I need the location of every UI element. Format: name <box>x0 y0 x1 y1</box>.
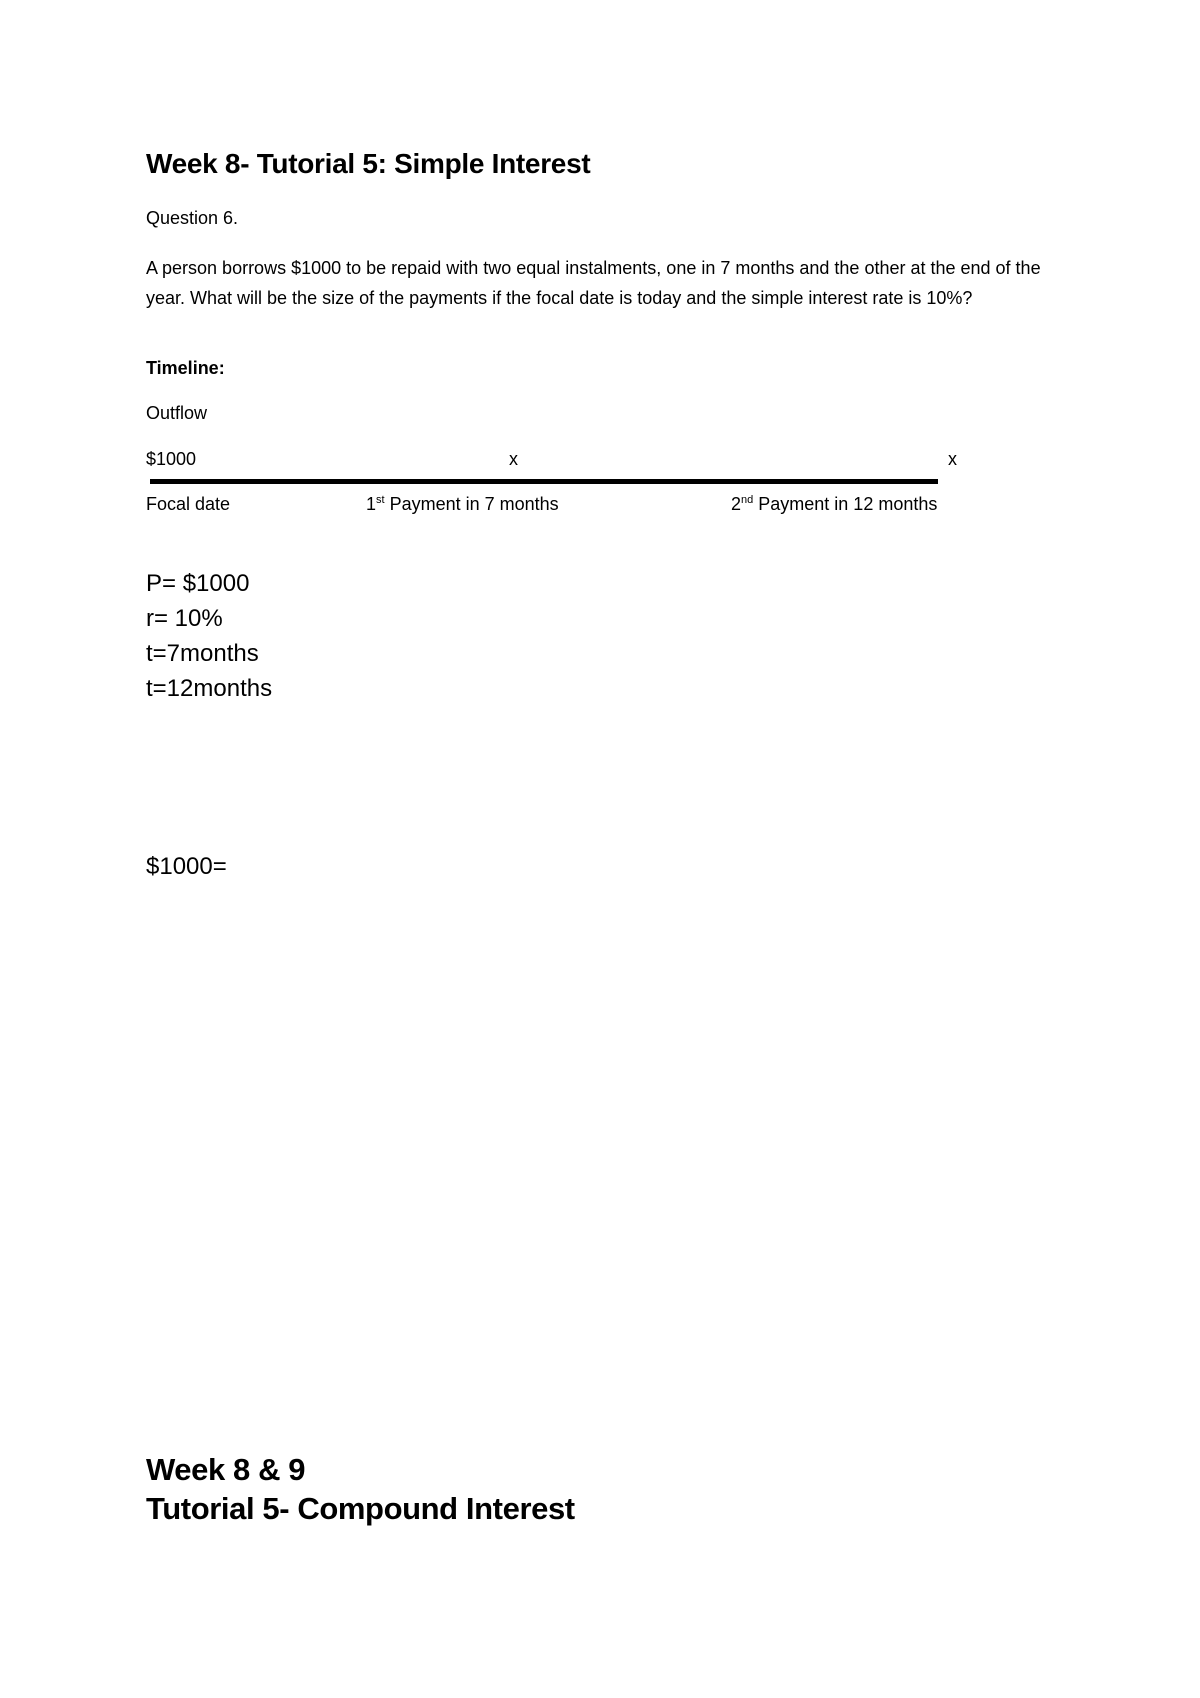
timeline-line <box>150 479 938 484</box>
page-title: Week 8- Tutorial 5: Simple Interest <box>146 148 591 179</box>
payment-2-ordinal: nd <box>741 494 754 506</box>
equation-start: $1000= <box>146 853 227 880</box>
payment-2-number: 2 <box>731 494 742 514</box>
payment-1-ordinal: st <box>376 494 385 506</box>
timeline-label-payment-2 <box>731 494 937 515</box>
next-section-title: Tutorial 5- Compound Interest <box>146 1491 575 1526</box>
timeline-start-amount: $1000 <box>146 449 197 469</box>
payment-1-text: Payment in 7 months <box>384 494 559 514</box>
timeline-heading: Timeline: <box>146 358 225 378</box>
next-section-heading <box>146 1450 575 1528</box>
timeline-label-focal-date: Focal date <box>146 494 231 514</box>
variable-time-1: t=7months <box>146 640 259 667</box>
timeline-payment-1-value: x <box>509 449 518 469</box>
variables-block <box>146 566 272 706</box>
variable-rate: r= 10% <box>146 605 223 632</box>
timeline-payment-2-value: x <box>948 449 957 469</box>
variable-principal: P= $1000 <box>146 570 250 597</box>
question-label: Question 6. <box>146 208 239 228</box>
variable-time-2: t=12months <box>146 675 273 702</box>
next-section-week: Week 8 & 9 <box>146 1452 306 1487</box>
payment-1-number: 1 <box>366 494 377 514</box>
question-text: A person borrows $1000 to be repaid with two equal instalments, one in 7 months and the other at the end of the year. What will be the size of the payments if the focal date is today and the simple interest rate is 10%? <box>146 258 1041 308</box>
outflow-label: Outflow <box>146 403 208 423</box>
payment-2-text: Payment in 12 months <box>753 494 938 514</box>
timeline-label-payment-1 <box>366 494 559 515</box>
